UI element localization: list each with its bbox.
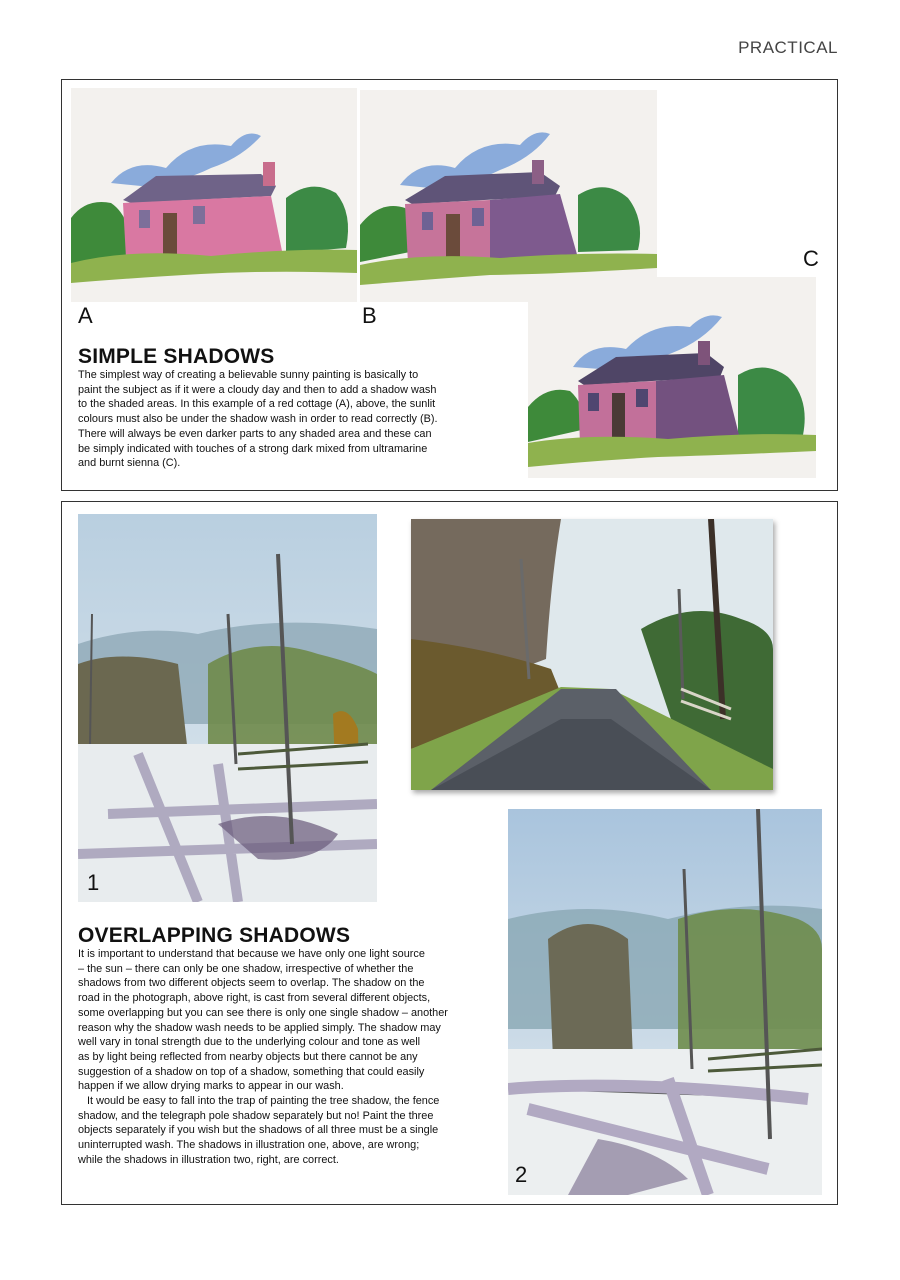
lane-painting-2 bbox=[508, 809, 822, 1195]
text-line: well vary in tonal strength due to the underlying colour and tone as well bbox=[78, 1036, 421, 1049]
text-line: happen if we allow drying marks to appear in our wash. bbox=[78, 1080, 344, 1093]
overlapping-shadows-heading: OVERLAPPING SHADOWS bbox=[78, 924, 351, 947]
lane-painting-1 bbox=[78, 514, 377, 902]
text-line: be simply indicated with touches of a strong dark mixed from ultramarine bbox=[78, 442, 428, 455]
text-line: as by light being reflected from nearby objects but there cannot be any bbox=[78, 1050, 418, 1063]
text-line: road in the photograph, above right, is cast from several different objects, bbox=[78, 992, 431, 1005]
text-line: paint the subject as if it were a cloudy day and then to add a shadow wash bbox=[78, 383, 437, 396]
label-2: 2 bbox=[515, 1162, 528, 1187]
simple-shadows-text bbox=[78, 368, 518, 471]
cottage-painting-a bbox=[71, 88, 357, 302]
label-a: A bbox=[78, 303, 93, 328]
lane-photograph bbox=[411, 519, 773, 790]
overlapping-shadows-text bbox=[78, 947, 508, 1168]
text-line: shadows from two different objects seem to overlap. The shadow on the bbox=[78, 977, 425, 990]
text-line: to the shaded areas. In this example of a red cottage (A), above, the sunlit bbox=[78, 398, 436, 411]
text-line: – the sun – there can only be one shadow, irrespective of whether the bbox=[78, 962, 414, 975]
label-c: C bbox=[803, 246, 819, 271]
text-line: It would be easy to fall into the trap of painting the tree shadow, the fence bbox=[87, 1095, 440, 1108]
text-line: while the shadows in illustration two, right, are correct. bbox=[78, 1153, 339, 1166]
text-line: It is important to understand that because we have only one light source bbox=[78, 948, 425, 960]
cottage-painting-c bbox=[528, 277, 816, 478]
text-line: some overlapping but you can see there is only one single shadow – another bbox=[78, 1006, 448, 1019]
text-line: reason why the shadow wash needs to be applied simply. The shadow may bbox=[78, 1021, 441, 1034]
text-line: shadow, and the telegraph pole shadow separately but no! Paint the three bbox=[78, 1109, 434, 1122]
section-tag: PRACTICAL bbox=[738, 38, 838, 57]
text-line: suggestion of a shadow on top of a shadow, something that could easily bbox=[78, 1065, 425, 1078]
label-b: B bbox=[362, 303, 377, 328]
text-line: objects separately if you wish but the shadows of all three must be a single bbox=[78, 1124, 439, 1137]
text-line: and burnt sienna (C). bbox=[78, 457, 181, 470]
simple-shadows-heading: SIMPLE SHADOWS bbox=[78, 345, 275, 368]
cottage-painting-b bbox=[360, 90, 657, 302]
label-1: 1 bbox=[87, 870, 100, 895]
text-line: colours must also be under the shadow wash in order to read correctly (B). bbox=[78, 413, 438, 426]
text-line: uninterrupted wash. The shadows in illustration one, above, are wrong; bbox=[78, 1139, 420, 1152]
text-line: The simplest way of creating a believable sunny painting is basically to bbox=[78, 369, 419, 381]
text-line: There will always be even darker parts to any shaded area and these can bbox=[78, 427, 432, 440]
